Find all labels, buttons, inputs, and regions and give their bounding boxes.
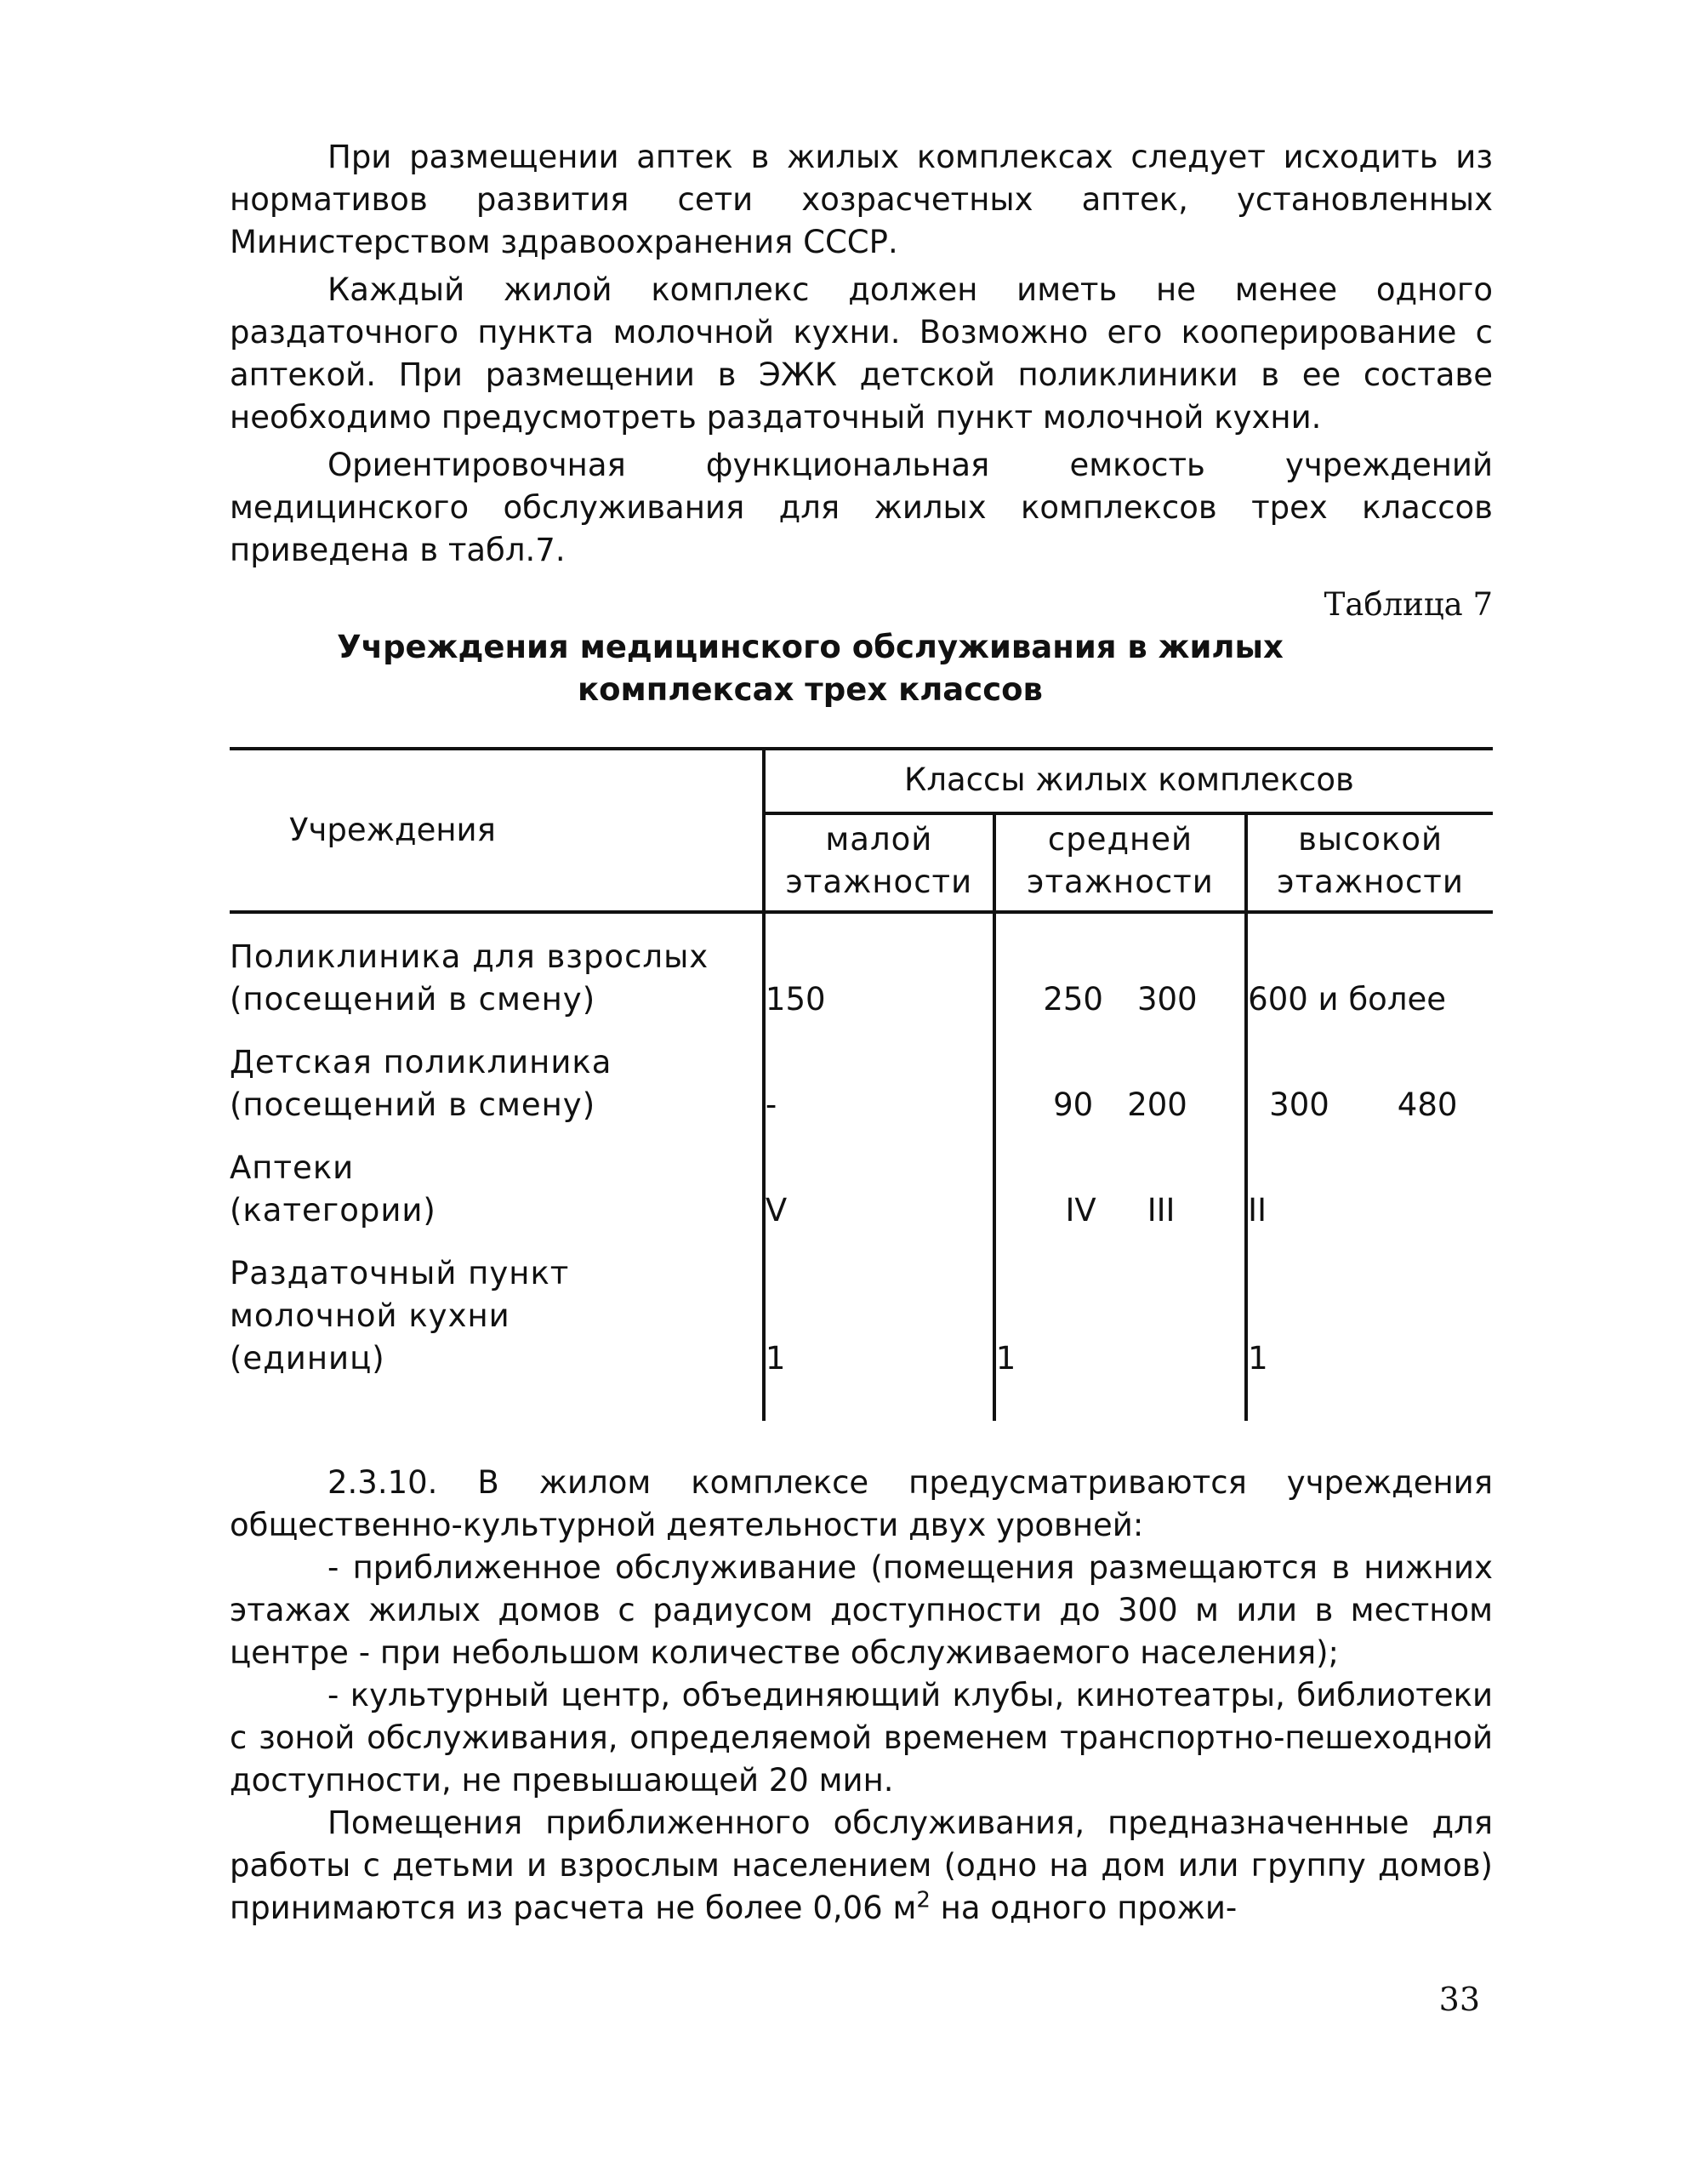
medical-institutions-table [230,747,1493,1421]
table-cell: 1 [764,1232,994,1421]
row-label: Аптеки (категории) [230,1149,436,1229]
column-header-low-rise: малой этажности [764,813,994,912]
paragraph-capacity: Ориентировочная функциональная емкость учреждений медицинского обслуживания для жилых комплексов трех классов приведена в табл.7. [230,447,1493,568]
document-page [230,136,1493,1930]
paragraph-pharmacies: При размещении аптек в жилых комплексах следует исходить из нормативов развития сети хозрасчетных аптек, установленных Министерством здравоохранения СССР. [230,139,1493,260]
table-row [230,1126,1493,1232]
column-header-high-rise: высокой этажности [1246,813,1493,912]
table-cell: 1 [994,1232,1246,1421]
row-label: Раздаточный пункт молочной кухни (единиц) [230,1255,570,1377]
table-title [230,626,1391,711]
table-caption: Таблица 7 [1324,586,1493,623]
table-cell: 600 и более [1246,912,1493,1021]
table-cell: 1 [1246,1232,1493,1421]
table-row [230,1232,1493,1421]
table-cell: II [1246,1126,1493,1232]
paragraph-nearby-service: - приближенное обслуживание (помещения размещаются в нижних этажах жилых домов с радиусом доступности до 300 м или в местном центре - при небольшом количестве обслуживаемого населения); [230,1549,1493,1671]
table-row [230,912,1493,1021]
table-cell: IV III [994,1126,1246,1232]
table-title-line: Учреждения медицинского обслуживания в жилых [337,629,1284,665]
table-cell: V [764,1126,994,1232]
table-cell: 250 300 [994,912,1246,1021]
table-row [230,1021,1493,1126]
table-cell: 90 200 [994,1021,1246,1126]
page-number: 33 [1438,1981,1480,2018]
column-header-mid-rise: средней этажности [994,813,1246,912]
table-cell: 300 480 [1246,1021,1493,1126]
paragraph-premises: Помещения приближенного обслуживания, предназначенные для работы с детьми и взрослым населением (одно на дом или группу домов) принимаются из расчета не более 0,06 $м^2$ на одного прожи- [230,1805,1493,1926]
paragraph-section-2-3-10: 2.3.10. В жилом комплексе предусматриваются учреждения общественно-культурной деятельности двух уровней: [230,1464,1493,1543]
row-label: Детская поликлиника (посещений в смену) [230,1044,612,1123]
column-group-header: Классы жилых комплексов [764,749,1493,813]
column-header-institutions: Учреждения [230,749,764,912]
paragraph-milk-kitchen: Каждый жилой комплекс должен иметь не менее одного раздаточного пункта молочной кухни. Возможно его кооперирование с аптекой. При размещении в ЭЖК детской поликлиники в ее составе необходимо предусмотреть раздаточный пункт молочной кухни. [230,271,1493,436]
table-title-line: комплексах трех классов [578,671,1043,708]
table-cell: 150 [764,912,994,1021]
row-label: Поликлиника для взрослых (посещений в смену) [230,938,709,1018]
paragraph-cultural-center: - культурный центр, объединяющий клубы, кинотеатры, библиотеки с зоной обслуживания, определяемой временем транспортно-пешеходной доступности, не превышающей 20 мин. [230,1677,1493,1799]
table-cell: - [764,1021,994,1126]
